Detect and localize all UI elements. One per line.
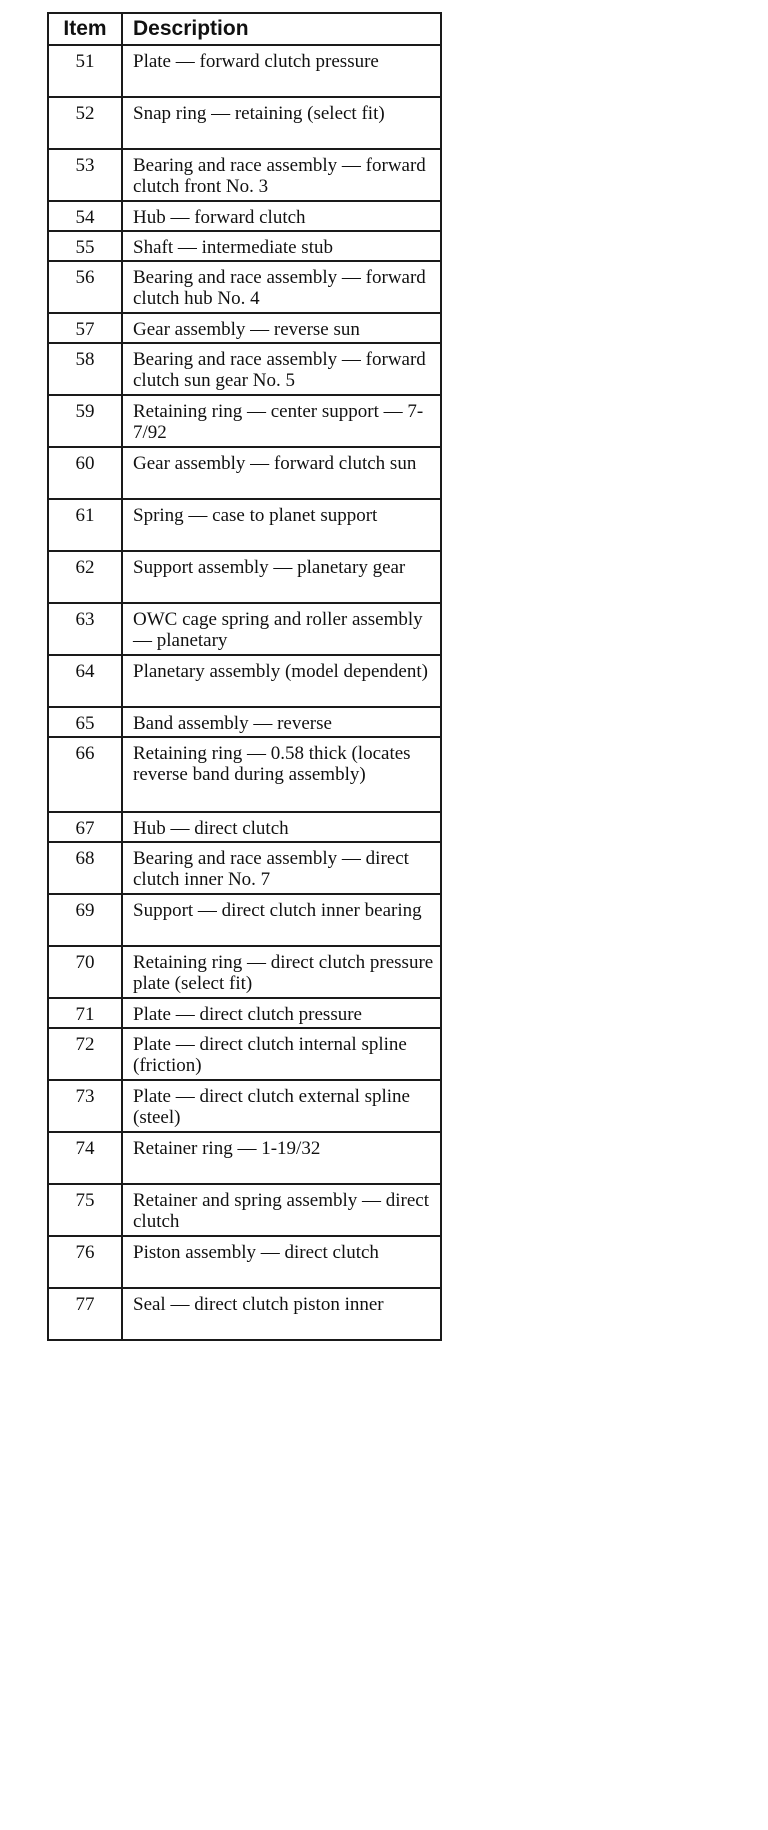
item-number-cell: 57 <box>48 313 122 343</box>
table-row <box>48 45 441 97</box>
description-cell: Retaining ring — direct clutch pressure plate (select fit) <box>122 946 441 998</box>
description-cell: Hub — direct clutch <box>122 812 441 842</box>
item-number-cell: 60 <box>48 447 122 499</box>
table-row <box>48 1132 441 1184</box>
parts-table <box>47 12 442 1341</box>
item-number-cell: 72 <box>48 1028 122 1080</box>
table-row <box>48 1288 441 1340</box>
description-cell: Hub — forward clutch <box>122 201 441 231</box>
item-number-cell: 75 <box>48 1184 122 1236</box>
description-cell: Planetary assembly (model dependent) <box>122 655 441 707</box>
table-row <box>48 313 441 343</box>
item-number-cell: 66 <box>48 737 122 812</box>
description-cell: Plate — direct clutch internal spline (friction) <box>122 1028 441 1080</box>
table-row <box>48 1236 441 1288</box>
table-row <box>48 946 441 998</box>
item-number-cell: 64 <box>48 655 122 707</box>
table-row <box>48 842 441 894</box>
table-row <box>48 395 441 447</box>
description-cell: Piston assembly — direct clutch <box>122 1236 441 1288</box>
description-column-header: Description <box>122 13 441 45</box>
description-cell: Gear assembly — forward clutch sun <box>122 447 441 499</box>
item-number-cell: 59 <box>48 395 122 447</box>
item-number-cell: 63 <box>48 603 122 655</box>
item-number-cell: 69 <box>48 894 122 946</box>
item-number-cell: 67 <box>48 812 122 842</box>
item-number-cell: 55 <box>48 231 122 261</box>
description-cell: Plate — direct clutch external spline (steel) <box>122 1080 441 1132</box>
description-cell: Shaft — intermediate stub <box>122 231 441 261</box>
item-number-cell: 53 <box>48 149 122 201</box>
description-cell: Seal — direct clutch piston inner <box>122 1288 441 1340</box>
table-row <box>48 603 441 655</box>
table-row <box>48 812 441 842</box>
item-column-header: Item <box>48 13 122 45</box>
item-number-cell: 61 <box>48 499 122 551</box>
description-cell: Gear assembly — reverse sun <box>122 313 441 343</box>
table-row <box>48 201 441 231</box>
table-row <box>48 149 441 201</box>
description-cell: Bearing and race assembly — forward clutch sun gear No. 5 <box>122 343 441 395</box>
table-row <box>48 655 441 707</box>
item-number-cell: 74 <box>48 1132 122 1184</box>
description-cell: Retainer and spring assembly — direct clutch <box>122 1184 441 1236</box>
table-row <box>48 231 441 261</box>
description-cell: Band assembly — reverse <box>122 707 441 737</box>
description-cell: Plate — direct clutch pressure <box>122 998 441 1028</box>
table-row <box>48 737 441 812</box>
description-cell: Retaining ring — 0.58 thick (locates reverse band during assembly) <box>122 737 441 812</box>
description-cell: Support — direct clutch inner bearing <box>122 894 441 946</box>
table-row <box>48 551 441 603</box>
description-cell: Retaining ring — center support — 7-7/92 <box>122 395 441 447</box>
item-number-cell: 65 <box>48 707 122 737</box>
description-cell: Support assembly — planetary gear <box>122 551 441 603</box>
table-row <box>48 261 441 313</box>
table-row <box>48 894 441 946</box>
description-cell: Bearing and race assembly — direct clutch inner No. 7 <box>122 842 441 894</box>
table-row <box>48 343 441 395</box>
item-number-cell: 58 <box>48 343 122 395</box>
description-cell: Bearing and race assembly — forward clutch hub No. 4 <box>122 261 441 313</box>
description-cell: OWC cage spring and roller assembly — planetary <box>122 603 441 655</box>
item-number-cell: 71 <box>48 998 122 1028</box>
table-row <box>48 1080 441 1132</box>
table-header <box>48 13 441 45</box>
item-number-cell: 76 <box>48 1236 122 1288</box>
item-number-cell: 56 <box>48 261 122 313</box>
description-cell: Bearing and race assembly — forward clutch front No. 3 <box>122 149 441 201</box>
item-number-cell: 73 <box>48 1080 122 1132</box>
table-row <box>48 1184 441 1236</box>
item-number-cell: 68 <box>48 842 122 894</box>
description-cell: Spring — case to planet support <box>122 499 441 551</box>
description-cell: Plate — forward clutch pressure <box>122 45 441 97</box>
item-number-cell: 77 <box>48 1288 122 1340</box>
table-row <box>48 707 441 737</box>
description-cell: Retainer ring — 1-19/32 <box>122 1132 441 1184</box>
table-row <box>48 998 441 1028</box>
table-row <box>48 97 441 149</box>
table-row <box>48 1028 441 1080</box>
header-row <box>48 13 441 45</box>
item-number-cell: 51 <box>48 45 122 97</box>
item-number-cell: 54 <box>48 201 122 231</box>
table-row <box>48 499 441 551</box>
table-row <box>48 447 441 499</box>
item-number-cell: 52 <box>48 97 122 149</box>
table-body <box>48 45 441 1340</box>
description-cell: Snap ring — retaining (select fit) <box>122 97 441 149</box>
item-number-cell: 62 <box>48 551 122 603</box>
item-number-cell: 70 <box>48 946 122 998</box>
